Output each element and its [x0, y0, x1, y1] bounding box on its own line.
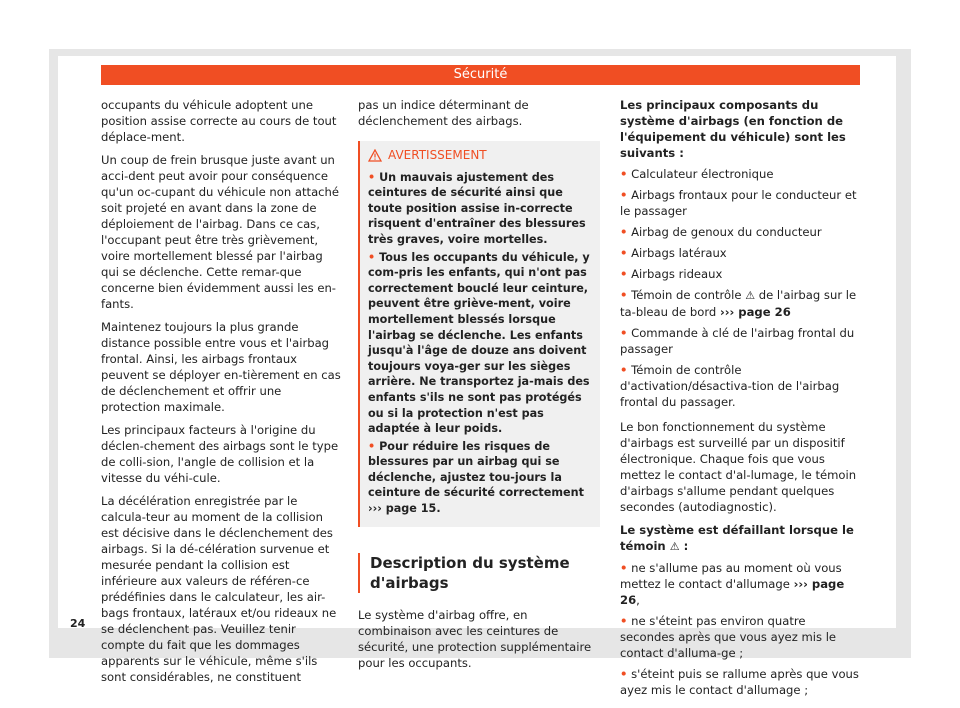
warning-bullet-text: Tous les occupants du véhicule, y com-pris les enfants, qui n'ont pas correctement bouclé leur ceinture, peuvent être griève-ment, voire mortellement blessés lorsque l'airbag se déclenche. Les enfants jusqu'à l'âge de douze ans doivent toujours voya-ger sur les sièges arrière. Ne transportez ja-mais des enfants s'ils ne sont pas protégés ou si la protection n'est pas adaptée à leur poids.	[368, 250, 590, 436]
list-item	[620, 560, 860, 608]
list-item	[620, 613, 860, 661]
list-item-text: Airbags latéraux	[631, 246, 727, 260]
list-item-text: Commande à clé de l'airbag frontal du passager	[620, 326, 855, 356]
bullet-dot: •	[368, 250, 376, 264]
bullet-dot: •	[620, 167, 628, 181]
bullet-dot: •	[620, 267, 628, 281]
list-item-text: Airbags frontaux pour le conducteur et le passager	[620, 188, 857, 218]
page-number: 24	[70, 617, 86, 630]
list-item	[620, 187, 860, 219]
list-item-text: Airbag de genoux du conducteur	[631, 225, 822, 239]
airbag-warning-icon: ⚠	[669, 540, 680, 553]
warning-box	[358, 141, 600, 527]
page-reference-link[interactable]: ››› page 26	[719, 305, 791, 319]
warning-title	[368, 148, 594, 164]
list-item	[620, 362, 860, 410]
components-heading: Les principaux composants du système d'airbags (en fonction de l'équipement du véhicule) sont les suivants :	[620, 98, 846, 160]
section-title: Description du système d'airbags	[358, 553, 600, 593]
warning-bullet-text: Pour réduire les risques de blessures par un airbag qui se déclenche, ajustez tou-jours la ceinture de sécurité correctement	[368, 439, 584, 500]
warning-bullet-text: Un mauvais ajustement des ceintures de sécurité ainsi que toute position assise in-correcte risquent d'entraîner des blessures très graves, voire mortelles.	[368, 170, 586, 246]
warning-bullet	[368, 170, 594, 248]
paragraph: Le bon fonctionnement du système d'airbags est surveillé par un dispositif électronique. Chaque fois que vous mettez le contact d'al-lumage, le témoin d'airbags s'allume pendant quelques secondes (autodiagnostic).	[620, 420, 857, 514]
list-item-text: ne s'éteint pas environ quatre secondes après que vous ayez mis le contact d'alluma-ge ;	[620, 614, 837, 660]
warning-bullet	[368, 250, 594, 437]
list-item-text: ne s'allume pas au moment où vous mettez le contact d'allumage	[620, 561, 842, 591]
fault-heading-text: Le système est défaillant lorsque le témoin	[620, 523, 854, 553]
bullet-dot: •	[620, 326, 628, 340]
bullet-dot: •	[620, 614, 628, 628]
page-reference-link[interactable]: ››› page 15.	[368, 502, 441, 516]
bullet-dot: •	[620, 225, 628, 239]
bullet-dot: •	[368, 439, 376, 453]
paragraph: La décélération enregistrée par le calcula-teur au moment de la collision est décisive dans le déclenchement des airbags. Si la dé-célération survenue et mesurée pendant la collision est inférieure aux valeurs de référen-ce prédéfinies dans le calculateur, les air-bags frontaux, latéraux et/ou rideaux ne se déclenchent pas. Veuillez tenir compte du fait que les dommages apparents sur le véhicule, même s'ils sont considérables, ne constituent	[101, 494, 337, 684]
list-item-text: Témoin de contrôle	[631, 288, 742, 302]
page-reference-link[interactable]: ››› page 26	[620, 577, 845, 607]
list-item-text: s'éteint puis se rallume après que vous ayez mis le contact d'allumage ;	[620, 667, 859, 697]
bullet-dot: •	[620, 561, 628, 575]
column-2	[358, 97, 600, 678]
bullet-dot: •	[620, 288, 628, 302]
paragraph: Le système d'airbag offre, en combinaison avec les ceintures de sécurité, une protection supplémentaire pour les occupants.	[358, 607, 592, 670]
list-item-text: de l'airbag sur le ta-bleau de bord	[620, 288, 857, 319]
list-item	[620, 166, 860, 182]
list-item	[620, 245, 860, 261]
airbag-warning-icon: ⚠	[745, 289, 756, 302]
column-1	[101, 97, 342, 692]
paragraph: pas un indice déterminant de déclenchement des airbags.	[358, 98, 529, 128]
fault-heading-end: :	[683, 539, 689, 553]
bullet-dot: •	[620, 188, 628, 202]
bullet-dot: •	[620, 363, 628, 377]
paragraph: Les principaux facteurs à l'origine du déclen-chement des airbags sont le type de colli-sion, l'angle de collision et la vitesse du véhi-cule.	[101, 423, 339, 485]
paragraph: occupants du véhicule adoptent une position assise correcte au cours de tout déplace-ment.	[101, 98, 337, 144]
list-item	[620, 224, 860, 240]
bullet-dot: •	[620, 246, 628, 260]
paragraph: Un coup de frein brusque juste avant un acci-dent peut avoir pour conséquence qu'un oc-cupant du véhicule non attaché soit projeté en avant dans la zone de déploiement de l'airbag. Dans ce cas, l'occupant peut être très grièvement, voire mortellement blessé par l'airbag qui se déclenche. Cette remar-que concerne bien évidemment aussi les en-fants.	[101, 153, 340, 311]
list-item-text: Témoin de contrôle d'activation/désactiva-tion de l'airbag frontal du passager.	[620, 363, 840, 409]
punctuation: ,	[636, 593, 640, 607]
fault-heading	[620, 522, 860, 555]
list-item	[620, 666, 860, 698]
list-item	[620, 325, 860, 357]
column-3	[620, 97, 860, 703]
list-item	[620, 266, 860, 282]
bullet-dot: •	[368, 170, 376, 184]
warning-triangle-icon	[368, 149, 382, 162]
paragraph: Maintenez toujours la plus grande distance possible entre vous et l'airbag frontal. Ainsi, les airbags frontaux peuvent se déployer en-tièrement en cas de déclenchement et offrir une protection maximale.	[101, 320, 341, 414]
list-item-text: Airbags rideaux	[631, 267, 723, 281]
list-item-text: Calculateur électronique	[631, 167, 774, 181]
warning-bullet	[368, 439, 594, 517]
chapter-header: Sécurité	[101, 65, 860, 85]
bullet-dot: •	[620, 667, 628, 681]
warning-title-text: AVERTISSEMENT	[388, 148, 487, 162]
list-item	[620, 287, 860, 320]
